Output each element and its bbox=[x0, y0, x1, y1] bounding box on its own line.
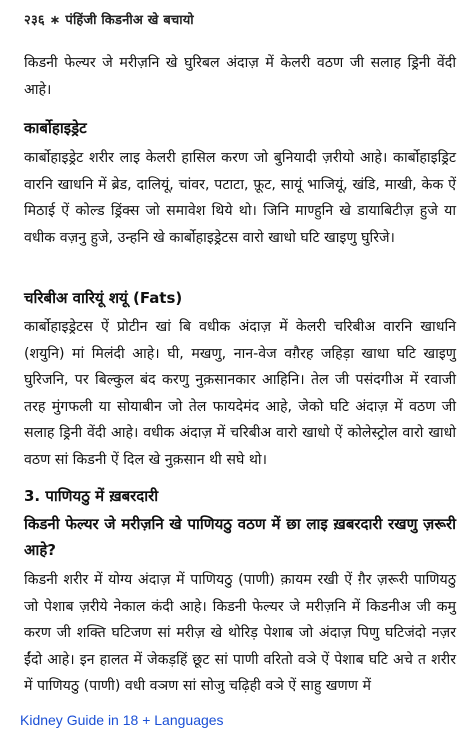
fats-paragraph: कार्बोहाइड्रेटस ऐं प्रोटीन खां बि वधीक अंदाज़ में केलरी चरिबीअ वारनि खाधनि (शयुनि) मां मिलंदी आहे। घी, मखणु, नान-वेज वग़ैरह जहिड़ा खाधा घटि खाइणु घुरिजनि, पर बिल्कुल बंद करणु नुक़सानकार आहिनि। तेल जी पसंदगीअ में रवाजी तरह मुंगफली या सोयाबीन जो तेल फायदेमंद आहे, जेको घटि अंदाज़ में वठण जी सलाह ड्रिनी वेंदी आहे। वधीक अंदाज़ में चरिबीअ वारो खाधो ऐं कोलेस्ट्रोल वारो खाधो वठण सां किडनी ऐं दिल खे नुक़सान थी सघे थो। bbox=[24, 319, 456, 468]
fluids-question: किडनी फेल्यर जे मरीज़नि खे पाणियठु वठण में छा लाइ ख़बरदारी रखणु ज़रूरी आहे? bbox=[24, 515, 456, 559]
fluids-heading: 3. पाणियठु में ख़बरदारी bbox=[24, 487, 159, 505]
carbohydrate-paragraph: कार्बोहाइड्रेट शरीर लाइ केलरी हासिल करण जो बुनियादी ज़रीयो आहे। कार्बोहाइड्रिट वारनि खाधनि में ब्रेड, दालियूं, चांवर, पटाटा, फ़ूट, सायूं भाजियूं, खंडि, माखी, केक ऐं मिठाई ऐं कोल्ड ड्रिंक्स जो समावेश थिये थो। जिनि माण्हुनि खे डायाबिटीज़ हुजे या वधीक वज़नु हुजे, उन्हनि खे कार्बोहाइड्रेटस वारो खाधो घटि खाइणु घुरिजे। bbox=[24, 150, 456, 246]
running-header: २३६ ∗ पंहिंजी किडनीअ खे बचायो bbox=[24, 13, 194, 28]
intro-paragraph: किडनी फेल्यर जे मरीज़नि खे घुरिबल अंदाज़ में केलरी वठण जी सलाह ड्रिनी वेंदी आहे। bbox=[24, 55, 456, 98]
fats-heading: चरिबीअ वारियूं शयूं (Fats) bbox=[24, 289, 183, 307]
footer-link[interactable]: Kidney Guide in 18 + Languages bbox=[20, 712, 224, 728]
fluids-paragraph: किडनी शरीर में योग्य अंदाज़ में पाणियठु (पाणी) क़ायम रखी ऐं ग़ैर ज़रूरी पाणियठु जो पेशाब ज़रीये नेकाल कंदी आहे। किडनी फेल्यर जे मरीज़नि में किडनीअ जी कमु करण जी शक्ति घटिजण सां मरीज़ खे थोरिड़ पेशाब जो अंदाज़ पिणु घटिजंदो नज़र ईंदो आहे। इन हालत में जेकड़हिं छूट सां पाणी वरितो वञे ऐं पेशाब घटि अचे त शरीर में पाणियठु (पाणी) वधी वञण सां सोजु चढ़िही वञे ऐं साहु खणण में bbox=[24, 572, 456, 694]
carbohydrate-heading: कार्बोहाइड्रेट bbox=[24, 119, 87, 137]
